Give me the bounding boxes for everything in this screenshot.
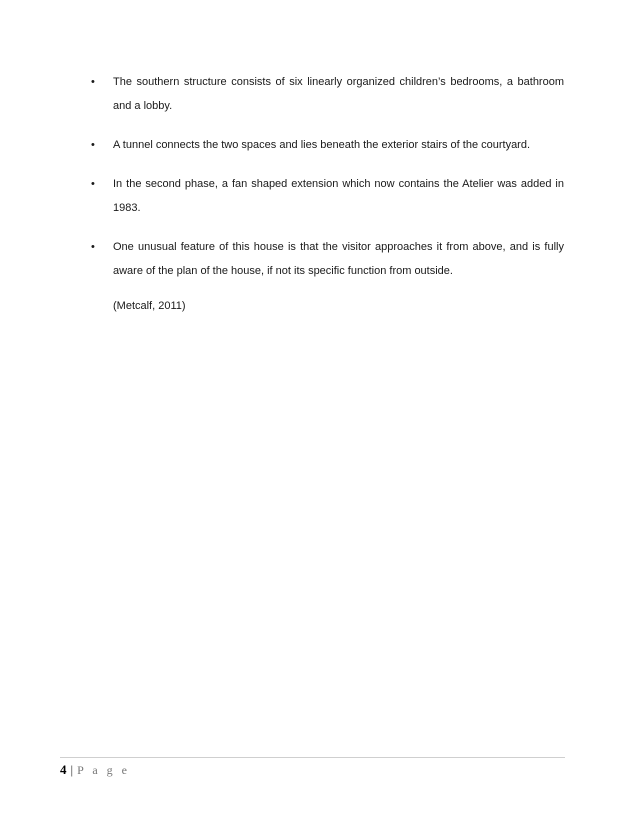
bullet-marker: •: [91, 241, 95, 253]
bullet-item: [84, 172, 564, 220]
citation: (Metcalf, 2011): [113, 300, 186, 312]
bullet-list: [84, 70, 564, 283]
bullet-item: [84, 133, 564, 157]
page-label: P a g e: [77, 763, 130, 777]
page-number: 4: [60, 762, 67, 777]
bullet-item: [84, 235, 564, 283]
bullet-marker: •: [91, 178, 95, 190]
footer-separator: |: [70, 762, 74, 777]
bullet-text: One unusual feature of this house is that the visitor approaches it from above, and is fully aware of the plan of the house, if not its specific function from outside.: [113, 241, 564, 277]
bullet-item: [84, 70, 564, 118]
bullet-text: The southern structure consists of six linearly organized children’s bedrooms, a bathroom and a lobby.: [113, 76, 564, 112]
page-footer: [60, 760, 130, 780]
bullet-text: In the second phase, a fan shaped extension which now contains the Atelier was added in 1983.: [113, 178, 564, 214]
bullet-text: A tunnel connects the two spaces and lies beneath the exterior stairs of the courtyard.: [113, 139, 531, 151]
bullet-marker: •: [91, 76, 95, 88]
bullet-marker: •: [91, 139, 95, 151]
footer-divider: [60, 757, 565, 758]
